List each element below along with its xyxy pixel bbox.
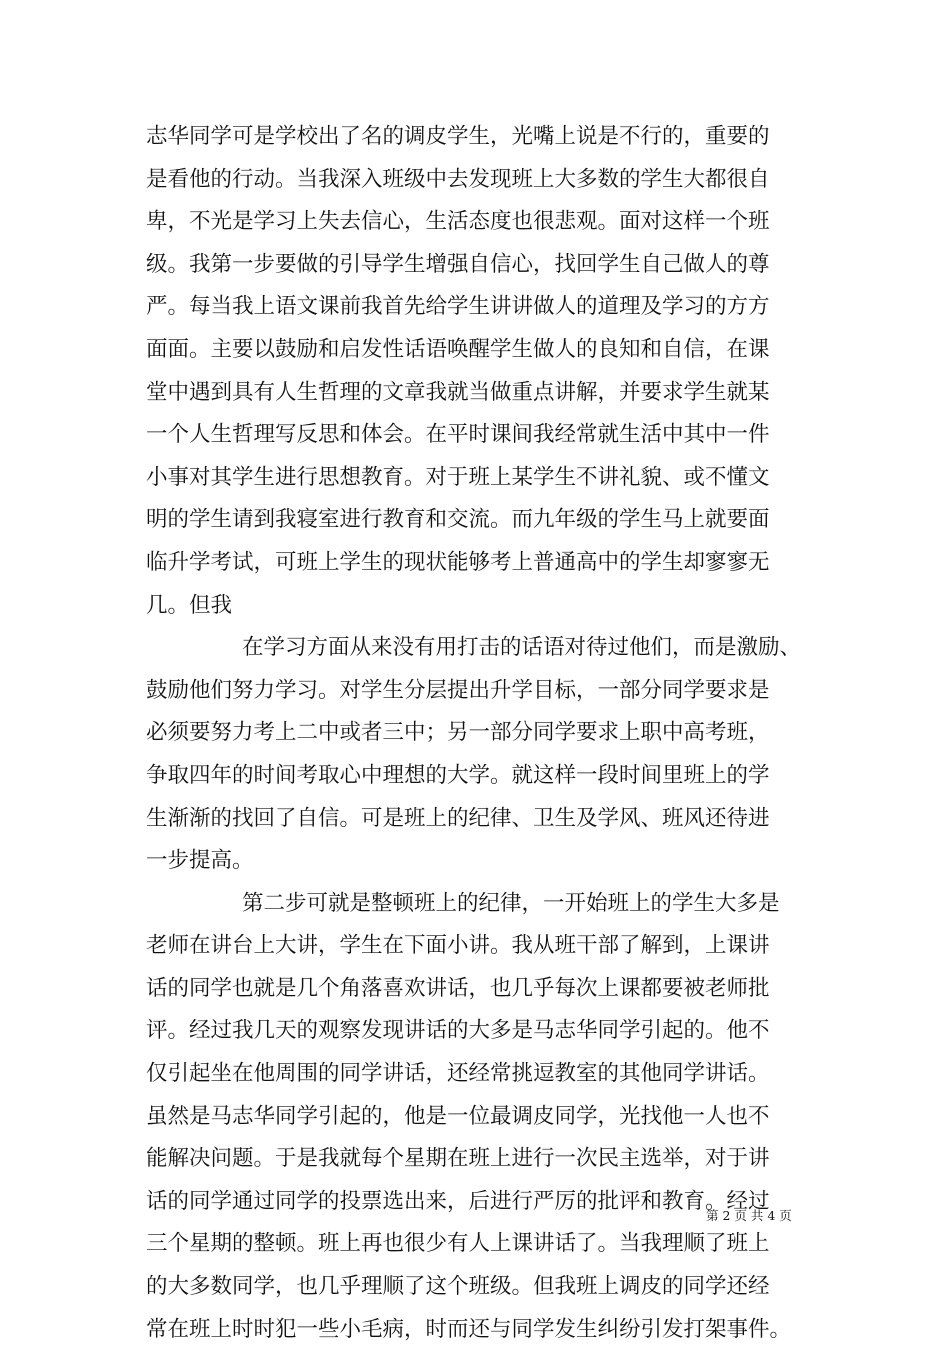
text-line: 卑，不光是学习上失去信心，生活态度也很悲观。面对这样一个班: [146, 209, 770, 235]
text-line: 严。每当我上语文课前我首先给学生讲讲做人的道理及学习的方方: [146, 294, 770, 320]
text-line: 必须要努力考上二中或者三中；另一部分同学要求上职中高考班，: [146, 720, 770, 746]
text-line: 堂中遇到具有人生哲理的文章我就当做重点讲解，并要求学生就某: [146, 379, 770, 405]
text-line: 仅引起坐在他周围的同学讲话，还经常挑逗教室的其他同学讲话。: [146, 1061, 770, 1087]
text-line: 面面。主要以鼓励和启发性话语唤醒学生做人的良知和自信，在课: [146, 336, 770, 362]
text-line: 几。但我: [146, 592, 233, 618]
page-number: 第 2 页 共 4 页: [706, 1208, 792, 1223]
text-line: 老师在讲台上大讲，学生在下面小讲。我从班干部了解到，上课讲: [146, 933, 770, 959]
paragraph-start-line: 第二步可就是整顿班上的纪律，一开始班上的学生大多是: [242, 890, 780, 916]
text-line: 是看他的行动。当我深入班级中去发现班上大多数的学生大都很自: [146, 166, 770, 192]
text-line: 的大多数同学，也几乎理顺了这个班级。但我班上调皮的同学还经: [146, 1274, 770, 1300]
text-line: 一个人生哲理写反思和体会。在平时课间我经常就生活中其中一件: [146, 422, 770, 448]
text-line: 常在班上时时犯一些小毛病，时而还与同学发生纠纷引发打架事件。: [146, 1316, 792, 1342]
text-line: 话的同学通过同学的投票选出来，后进行严厉的批评和教育。经过: [146, 1188, 770, 1214]
paragraph-start-line: 在学习方面从来没有用打击的话语对待过他们，而是激励、: [242, 635, 802, 661]
text-line: 评。经过我几天的观察发现讲话的大多是马志华同学引起的。他不: [146, 1018, 770, 1044]
text-line: 志华同学可是学校出了名的调皮学生，光嘴上说是不行的，重要的: [146, 124, 770, 149]
text-line: 三个星期的整顿。班上再也很少有人上课讲话了。当我理顺了班上: [146, 1231, 770, 1257]
text-line: 争取四年的时间考取心中理想的大学。就这样一段时间里班上的学: [146, 762, 770, 788]
text-line: 话的同学也就是几个角落喜欢讲话，也几乎每次上课都要被老师批: [146, 975, 770, 1001]
text-line: 鼓励他们努力学习。对学生分层提出升学目标，一部分同学要求是: [146, 677, 770, 703]
text-line: 虽然是马志华同学引起的，他是一位最调皮同学，光找他一人也不: [146, 1103, 770, 1129]
body-text: [146, 116, 816, 1351]
text-line: 能解决问题。于是我就每个星期在班上进行一次民主选举，对于讲: [146, 1146, 770, 1172]
text-line: 级。我第一步要做的引导学生增强自信心，找回学生自己做人的尊: [146, 251, 770, 277]
text-line: 一步提高。: [146, 848, 254, 874]
text-line: 临升学考试，可班上学生的现状能够考上普通高中的学生却寥寥无: [146, 549, 770, 575]
text-line: 生渐渐的找回了自信。可是班上的纪律、卫生及学风、班风还待进: [146, 805, 770, 831]
text-line: 明的学生请到我寝室进行教育和交流。而九年级的学生马上就要面: [146, 507, 770, 533]
text-line: 小事对其学生进行思想教育。对于班上某学生不讲礼貌、或不懂文: [146, 464, 770, 490]
